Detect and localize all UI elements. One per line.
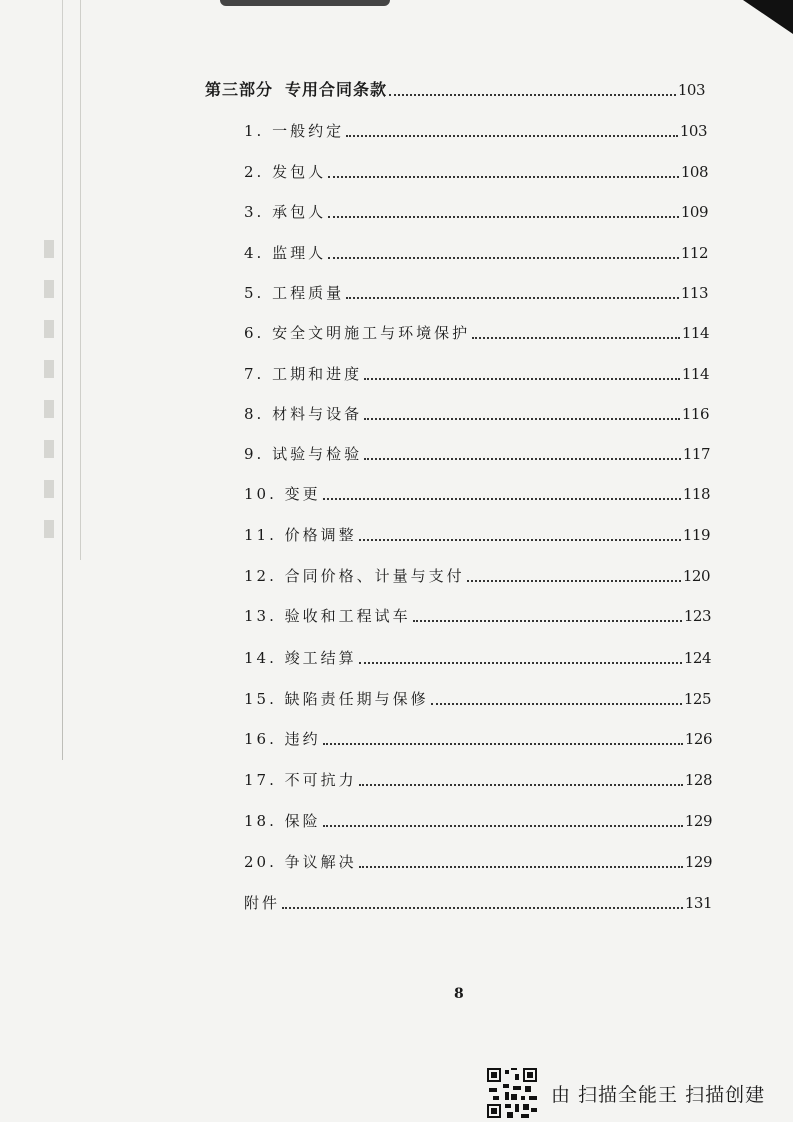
toc-part-label: 第三部分 专用合同条款 (205, 80, 388, 99)
toc-leader-dots (467, 579, 681, 582)
toc-leader-dots (359, 538, 681, 541)
toc-page-number: 103 (679, 122, 707, 140)
toc-item-label: 8. 材料与设备 (244, 405, 363, 423)
toc-part-heading[interactable] (205, 80, 705, 100)
toc-leader-dots (323, 497, 681, 500)
toc-leader-dots (323, 742, 683, 745)
toc-item[interactable] (244, 162, 708, 182)
toc-page-number: 120 (682, 567, 710, 585)
toc-leader-dots (359, 783, 683, 786)
toc-page-number: 117 (682, 445, 710, 463)
toc-leader-dots (364, 457, 681, 460)
toc-item-label: 10. 变更 (244, 485, 321, 503)
toc-page-number: 114 (681, 324, 709, 342)
toc-leader-dots (359, 661, 682, 664)
toc-item-label: 1. 一般约定 (244, 122, 345, 140)
toc-leader-dots (364, 377, 680, 380)
toc-leader-dots (328, 215, 679, 218)
toc-item-label: 16. 违约 (244, 730, 321, 748)
toc-page-number: 126 (684, 730, 712, 748)
toc-item-label: 2. 发包人 (244, 163, 327, 181)
toc-page-number: 108 (680, 163, 708, 181)
scanner-watermark (487, 1068, 765, 1118)
scan-top-shadow (220, 0, 390, 6)
toc-item[interactable] (244, 404, 709, 424)
watermark-text: 由 扫描全能王 扫描创建 (551, 1083, 766, 1106)
toc-item[interactable] (244, 689, 711, 709)
toc-page-number: 129 (684, 812, 712, 830)
page-edge-line (62, 0, 63, 760)
toc-item[interactable] (244, 525, 710, 545)
toc-item-label: 4. 监理人 (244, 244, 327, 262)
toc-item-label: 15. 缺陷责任期与保修 (244, 690, 429, 708)
toc-item[interactable] (244, 283, 708, 303)
toc-item[interactable] (244, 852, 712, 872)
toc-page-number: 112 (680, 244, 708, 262)
toc-item-label: 3. 承包人 (244, 203, 327, 221)
toc-page-number: 118 (682, 485, 710, 503)
toc-page-number: 128 (684, 771, 712, 789)
toc-page-number: 103 (677, 81, 705, 99)
toc-page-number: 131 (684, 894, 712, 912)
toc-item-label: 附件 (244, 894, 281, 912)
toc-item[interactable] (244, 323, 709, 343)
toc-item[interactable] (244, 121, 707, 141)
toc-page-number: 124 (683, 649, 711, 667)
toc-item-label: 18. 保险 (244, 812, 321, 830)
toc-page-number: 129 (684, 853, 712, 871)
toc-item[interactable] (244, 484, 710, 504)
toc-item[interactable] (244, 606, 711, 626)
toc-page-number: 109 (680, 203, 708, 221)
toc-item-label: 17. 不可抗力 (244, 771, 357, 789)
toc-item[interactable] (244, 566, 710, 586)
toc-leader-dots (282, 906, 683, 909)
toc-leader-dots (413, 619, 682, 622)
toc-item-label: 20. 争议解决 (244, 853, 357, 871)
toc-item-label: 9. 试验与检验 (244, 445, 363, 463)
toc-item[interactable] (244, 770, 712, 790)
qr-code-icon (487, 1068, 537, 1118)
toc-leader-dots (364, 417, 680, 420)
toc-item[interactable] (244, 202, 708, 222)
page-edge-line-inner (80, 0, 81, 560)
toc-item-label: 7. 工期和进度 (244, 365, 363, 383)
toc-item[interactable] (244, 444, 710, 464)
toc-page-number: 113 (680, 284, 708, 302)
toc-leader-dots (431, 702, 682, 705)
toc-leader-dots (389, 93, 676, 96)
toc-page-number: 119 (682, 526, 710, 544)
toc-item-label: 14. 竣工结算 (244, 649, 357, 667)
toc-item-label: 13. 验收和工程试车 (244, 607, 411, 625)
toc-item-label: 12. 合同价格、计量与支付 (244, 567, 465, 585)
toc-item[interactable] (244, 648, 711, 668)
toc-item[interactable] (244, 729, 712, 749)
toc-leader-dots (328, 175, 679, 178)
toc-page-number: 116 (681, 405, 709, 423)
toc-leader-dots (359, 865, 683, 868)
toc-item[interactable] (244, 243, 708, 263)
page-number: 8 (454, 986, 464, 1002)
toc-page-number: 125 (683, 690, 711, 708)
toc-leader-dots (328, 256, 679, 259)
toc-item-label: 6. 安全文明施工与环境保护 (244, 324, 471, 342)
toc-leader-dots (323, 824, 683, 827)
toc-leader-dots (346, 296, 679, 299)
corner-fold (743, 0, 793, 34)
toc-item[interactable] (244, 364, 709, 384)
toc-item-label: 11. 价格调整 (244, 526, 357, 544)
toc-item[interactable] (244, 811, 712, 831)
toc-page-number: 114 (681, 365, 709, 383)
toc-item-label: 5. 工程质量 (244, 284, 345, 302)
scan-artifact (44, 240, 54, 540)
toc-leader-dots (346, 134, 678, 137)
toc-leader-dots (472, 336, 680, 339)
toc-page-number: 123 (683, 607, 711, 625)
toc-item[interactable] (244, 893, 712, 913)
